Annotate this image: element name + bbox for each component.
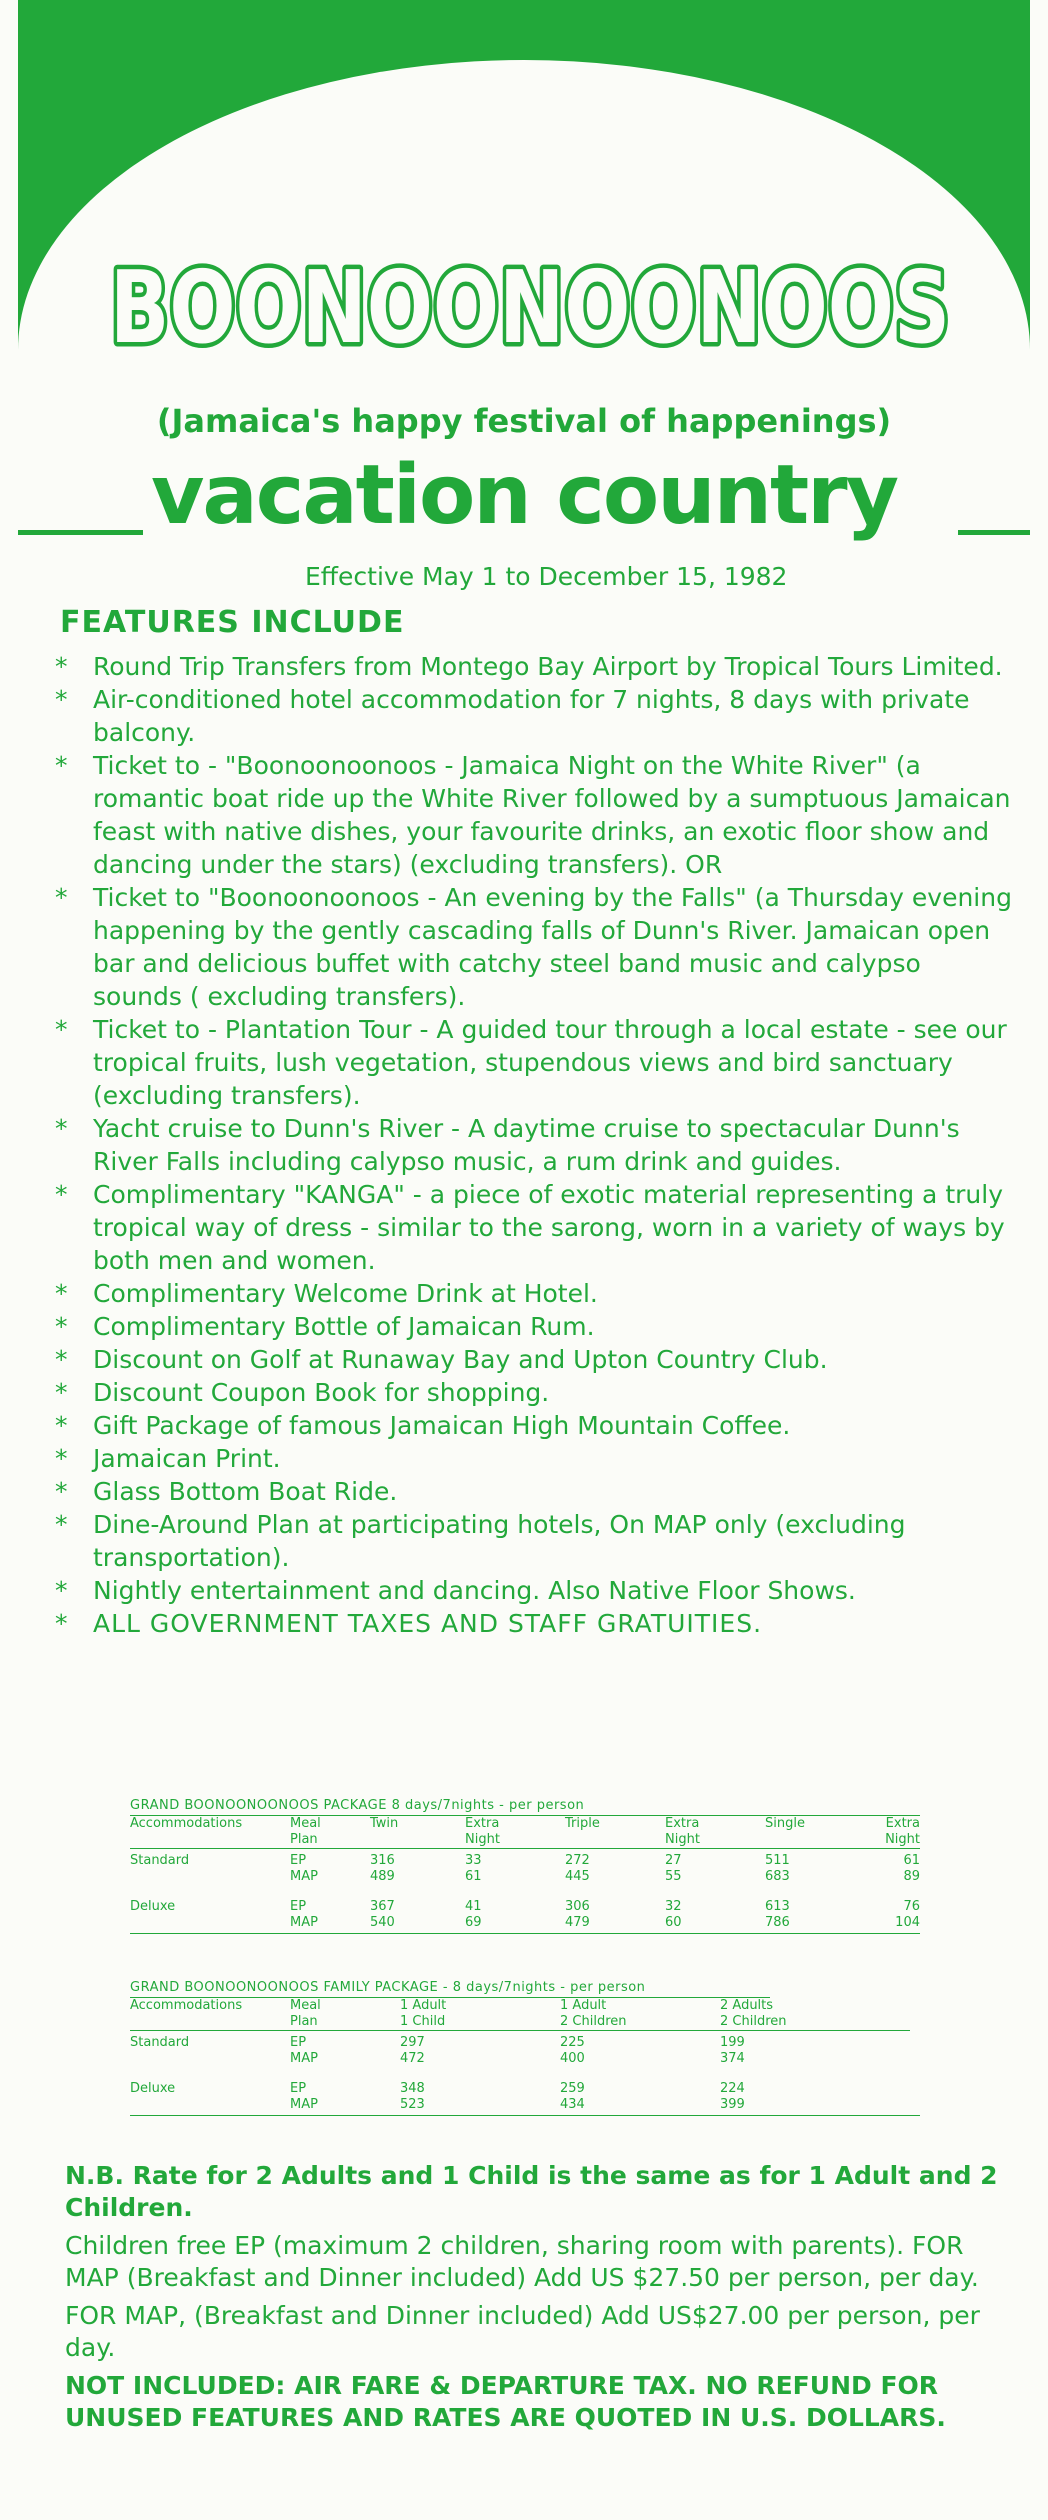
notes-section — [65, 2160, 1015, 2440]
effective-dates: Effective May 1 to December 15, 1982 — [305, 562, 788, 591]
header-cell: Extra Night — [465, 1816, 500, 1847]
header-cell: 2 Adults 2 Children — [720, 1998, 787, 2029]
feature-item: * Air-conditioned hotel accommodation for 7 nights, 8 days with private balcony. — [55, 685, 970, 747]
header-cell: 1 Adult 2 Children — [560, 1998, 627, 2029]
features-title: FEATURES INCLUDE — [60, 605, 405, 640]
feature-item: * Gift Package of famous Jamaican High Mountain Coffee. — [55, 1411, 791, 1440]
feature-item: * Dine-Around Plan at participating hotels, On MAP only (excluding transportation). — [55, 1510, 906, 1572]
feature-item: * Ticket to "Boonoonoonoos - An evening by the Falls" (a Thursday evening happening by the gently cascading falls of Dunn's River. Jamaican open bar and delicious buffet with catchy steel band music and calypso sounds ( excluding transfers). — [55, 883, 1012, 1011]
headline-right-rule — [958, 530, 1030, 535]
feature-item: * Nightly entertainment and dancing. Also Native Floor Shows. — [55, 1576, 856, 1605]
feature-item: * Glass Bottom Boat Ride. — [55, 1477, 398, 1506]
feature-item: * Discount on Golf at Runaway Bay and Upton Country Club. — [55, 1345, 828, 1374]
family-table-header — [130, 1998, 910, 2031]
header-cell: 1 Adult 1 Child — [400, 1998, 447, 2029]
feature-item: * Round Trip Transfers from Montego Bay Airport by Tropical Tours Limited. — [55, 652, 1003, 681]
headline: vacation country — [150, 448, 898, 543]
header-cell: Accommodations — [130, 1998, 243, 2013]
feature-item: * Jamaican Print. — [55, 1444, 281, 1473]
header-cell: Meal Plan — [290, 1816, 321, 1847]
package-table-header — [130, 1816, 920, 1849]
header-cell: Accommodations — [130, 1816, 243, 1831]
logo-text: BOONOONOONOOS — [110, 249, 950, 366]
feature-item: * Discount Coupon Book for shopping. — [55, 1378, 550, 1407]
table-row: MAP 523 434 399 — [290, 2097, 745, 2112]
header-cell: Meal Plan — [290, 1998, 321, 2029]
table-row: MAP 540 69 479 60 786 104 — [290, 1915, 920, 1930]
table-bottom-rule — [130, 2115, 920, 2116]
tagline: (Jamaica's happy festival of happenings) — [156, 402, 892, 440]
table-row: Standard EP 316 33 272 27 511 61 — [130, 1853, 920, 1868]
family-table-title: GRAND BOONOONOONOOS FAMILY PACKAGE - 8 days/7nights - per person — [130, 1980, 770, 1998]
feature-item: * ALL GOVERNMENT TAXES AND STAFF GRATUITIES. — [55, 1609, 763, 1638]
map-note: FOR MAP, (Breakfast and Dinner included) Add US$27.00 per person, per day. — [65, 2301, 980, 2362]
nb-note: N.B. Rate for 2 Adults and 1 Child is the same as for 1 Adult and 2 Children. — [65, 2161, 998, 2222]
table-bottom-rule — [130, 1933, 920, 1934]
header-cell: Triple — [565, 1816, 600, 1831]
table-row: Deluxe EP 367 41 306 32 613 76 — [130, 1899, 920, 1914]
package-rate-table — [130, 1798, 920, 1934]
not-included-note: NOT INCLUDED: AIR FARE & DEPARTURE TAX. NO REFUND FOR UNUSED FEATURES AND RATES ARE QUOTED IN U.S. DOLLARS. — [65, 2371, 946, 2432]
boonoonoonoos-logo — [90, 230, 970, 380]
table-row: MAP 472 400 374 — [290, 2051, 745, 2066]
package-table-title: GRAND BOONOONOONOOS PACKAGE 8 days/7nights - per person — [130, 1798, 920, 1816]
table-row: Standard EP 297 225 199 — [130, 2035, 745, 2050]
header-cell: Twin — [370, 1816, 399, 1831]
headline-row — [18, 448, 1030, 548]
feature-item: * Complimentary Welcome Drink at Hotel. — [55, 1279, 598, 1308]
feature-item: * Yacht cruise to Dunn's River - A daytime cruise to spectacular Dunn's River Falls including calypso music, a rum drink and guides. — [55, 1114, 960, 1176]
header-cell: Extra Night — [665, 1816, 700, 1847]
table-row: MAP 489 61 445 55 683 89 — [290, 1869, 920, 1884]
features-list — [55, 650, 1015, 1640]
header-cell: Extra Night — [885, 1816, 920, 1847]
family-rate-table — [130, 1980, 930, 2116]
feature-item: * Complimentary "KANGA" - a piece of exotic material representing a truly tropical way of dress - similar to the sarong, worn in a variety of ways by both men and women. — [55, 1180, 1005, 1275]
header-cell: Single — [765, 1816, 805, 1831]
feature-item: * Ticket to - "Boonoonoonoos - Jamaica Night on the White River" (a romantic boat ride up the White River followed by a sumptuous Jamaican feast with native dishes, your favourite drinks, an exotic floor show and dancing under the stars) (excluding transfers). OR — [55, 751, 1011, 879]
table-row: Deluxe EP 348 259 224 — [130, 2081, 745, 2096]
feature-item: * Ticket to - Plantation Tour - A guided tour through a local estate - see our tropical fruits, lush vegetation, stupendous views and bird sanctuary (excluding transfers). — [55, 1015, 1007, 1110]
children-note: Children free EP (maximum 2 children, sharing room with parents). FOR MAP (Breakfast and Dinner included) Add US $27.50 per person, per day. — [65, 2231, 979, 2292]
feature-item: * Complimentary Bottle of Jamaican Rum. — [55, 1312, 595, 1341]
